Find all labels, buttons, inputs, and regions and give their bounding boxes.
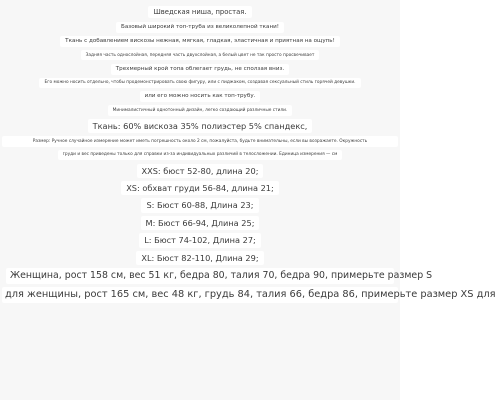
text-line-size-note-1: Размер: Ручное случайное измерение может иметь погрешность около 2 см, пожалуйста, будьте внимательны, если вы возражаете. Окружность bbox=[2, 136, 398, 146]
text-line-size-note-2: груди и вес приведены только для справки из-за индивидуальных различий в телосложении. Единица измерения — см bbox=[58, 150, 343, 160]
text-line-tube-top: или его можно носить как топ-трубу. bbox=[140, 91, 261, 102]
text-line-fabric: Ткань с добавлением вискозы нежная, мягкая, гладкая, эластичная и приятная на ощупь! bbox=[60, 36, 340, 47]
size-xl: XL: Бюст 82-110, Длина 29; bbox=[136, 251, 263, 265]
size-l: L: Бюст 74-102, Длина 27; bbox=[139, 233, 261, 247]
size-m: M: Бюст 66-94, Длина 25; bbox=[141, 216, 260, 230]
text-line-layers: Задняя часть однослойная, передняя часть двухслойная, а белый цвет не так просто просвечивает bbox=[81, 50, 320, 60]
text-line-base-top: Базовый широкий топ-труба из великолепной ткани! bbox=[116, 22, 284, 33]
text-line-style: Шведская ниша, простая. bbox=[148, 6, 251, 18]
text-line-model-1: Женщина, рост 158 см, вес 51 кг, бедра 80, талия 70, бедра 90, примерьте размер S bbox=[6, 268, 394, 284]
size-xxs: XXS: бюст 52-80, длина 20; bbox=[137, 164, 264, 178]
text-line-cut: Трехмерный крой топа облегает грудь, не сползая вниз. bbox=[111, 64, 289, 75]
text-line-composition: Ткань: 60% вискоза 35% полиэстер 5% спандекс, bbox=[88, 119, 313, 133]
text-line-model-2: для женщины, рост 165 см, вес 48 кг, грудь 84, талия 66, бедра 86, примерьте размер XS для bbox=[2, 287, 398, 303]
text-line-wear-alone: Его можно носить отдельно, чтобы продемонстрировать свою фигуру, или с пиджаком, создавая сексуальный стиль горячей девушки. bbox=[39, 78, 360, 88]
text-line-design: Минималистичный однотонный дизайн, легко создающий различные стили. bbox=[108, 105, 293, 115]
size-s: S: Бюст 60-88, Длина 23; bbox=[141, 198, 258, 212]
size-xs: XS: обхват груди 56-84, длина 21; bbox=[121, 181, 279, 195]
